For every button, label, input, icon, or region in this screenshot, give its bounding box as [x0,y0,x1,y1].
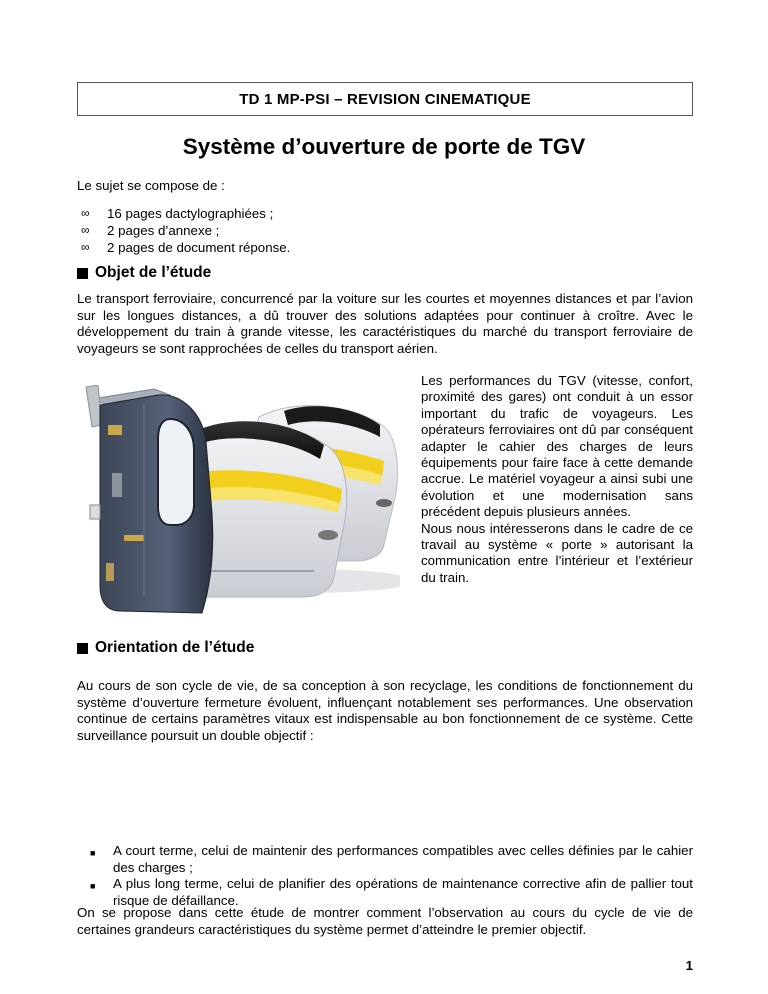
intro-text: Le sujet se compose de : [77,178,225,193]
document-title: Système d’ouverture de porte de TGV [182,134,586,159]
list-item: ■ A court terme, celui de maintenir des performances compatibles avec celles définies par le cahier des charges ; [90,843,693,875]
section-heading-orientation: Orientation de l’étude [77,639,254,657]
section-heading-objet: Objet de l’étude [77,264,211,282]
square-bullet-icon: ■ [90,848,96,858]
porte-paragraph: Nous nous intéresserons dans le cadre de ce travail au système « porte » autorisant la communication entre l’intérieur et l’extérieur du train. [421,520,693,585]
tgv-description [421,373,693,586]
list-item: ∞ 2 pages d’annexe ; [81,223,220,238]
tgv-door-photo [84,385,400,621]
square-bullet-icon: ■ [90,881,96,891]
infinity-bullet-icon: ∞ [81,206,90,220]
intro-list [81,205,290,256]
objectives-list [90,843,693,909]
header-title-box [77,82,693,116]
infinity-bullet-icon: ∞ [81,223,90,237]
page-number: 1 [685,958,693,973]
list-item: ∞ 2 pages de document réponse. [81,240,291,255]
header-title: TD 1 MP-PSI – REVISION CINEMATIQUE [239,90,531,108]
square-bullet-icon [77,268,88,279]
tgv-paragraph: Les performances du TGV (vitesse, confort, proximité des gares) ont conduit à un essor important du trafic de voyageurs. Les opérateurs ferroviaires ont dû par conséquent adapter le cahier des charges de leurs équipements pour faire face à cette demande accrue. Le matériel voyageur a ainsi subi une évolution et une modernisation sans précédent depuis plusieurs années. [421,373,693,520]
list-item: ∞ 16 pages dactylographiées ; [81,206,274,221]
closing-paragraph: On se propose dans cette étude de montrer comment l’observation au cours du cycle de vie de certaines grandeurs caractéristiques du système permet d’atteindre le premier objectif. [77,905,693,937]
infinity-bullet-icon: ∞ [81,240,90,254]
list-item: ■ A plus long terme, celui de planifier des opérations de maintenance corrective afin de pallier tout risque de défaillance. [90,876,693,908]
square-bullet-icon [77,643,88,654]
orientation-paragraph: Au cours de son cycle de vie, de sa conception à son recyclage, les conditions de fonctionnement du système d’ouverture fermeture évoluent, influençant notablement ses performances. Une observation continue de certains paramètres vitaux est indispensable au bon fonctionnement de ce système. Cette surveillance poursuit un double objectif : [77,678,693,743]
objet-paragraph: Le transport ferroviaire, concurrencé par la voiture sur les courtes et moyennes distances et par l’avion sur les longues distances, a dû trouver des solutions adaptées pour continuer à croître. Avec le développement du train à grande vitesse, les caractéristiques du marché du transport ferroviaire de voyageurs se sont rapprochées de celles du transport aérien. [77,291,693,356]
